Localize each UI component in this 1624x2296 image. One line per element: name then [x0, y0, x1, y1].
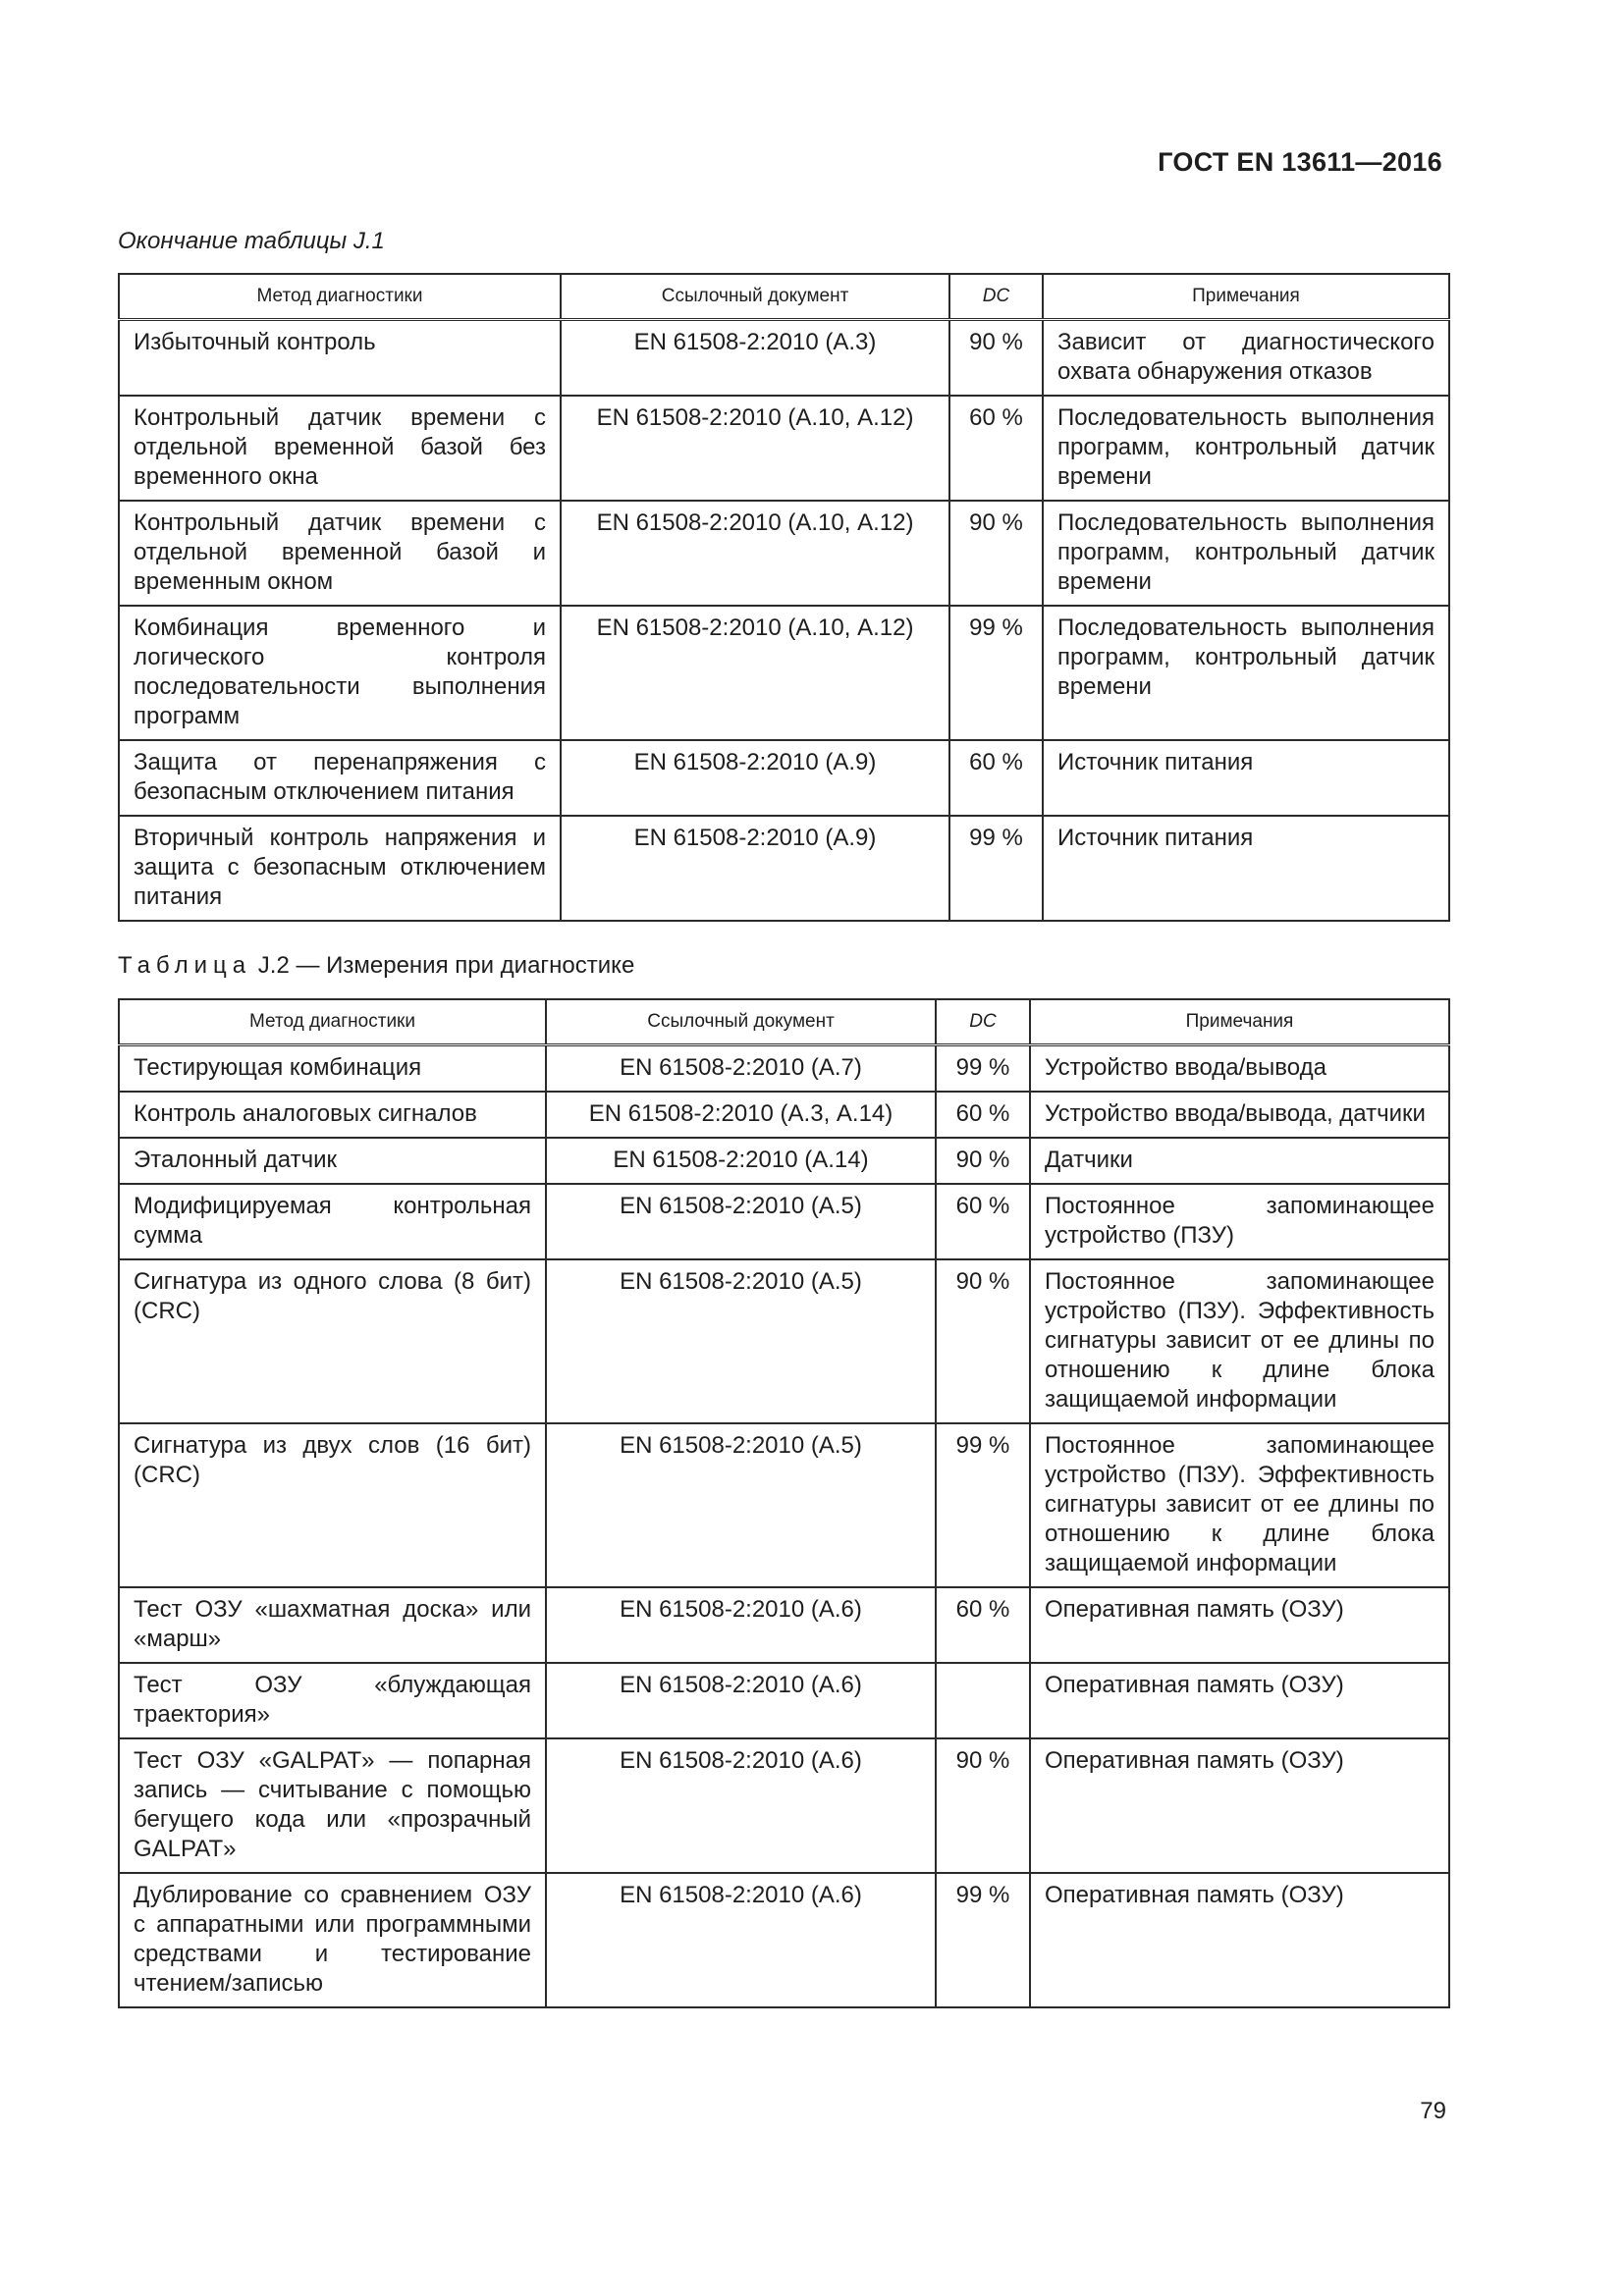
- table1: [118, 273, 1450, 922]
- method-cell: Контрольный датчик времени с отдельной временной базой без временного окна: [119, 396, 561, 501]
- dc-cell: [936, 1663, 1030, 1738]
- table-row: [119, 1045, 1449, 1093]
- method-cell: Тестирующая комбинация: [119, 1045, 546, 1093]
- method-cell: Сигнатура из двух слов (16 бит) (CRC): [119, 1423, 546, 1587]
- ref-cell: EN 61508-2:2010 (А.6): [546, 1663, 936, 1738]
- ref-cell: EN 61508-2:2010 (А.3): [561, 320, 949, 397]
- table2: [118, 998, 1450, 2008]
- table2-header-dc: DC: [936, 999, 1030, 1045]
- dc-cell: 90 %: [936, 1738, 1030, 1873]
- table2-caption-prefix: Таблица: [118, 952, 252, 979]
- notes-cell: Оперативная память (ОЗУ): [1030, 1738, 1449, 1873]
- table-row: [119, 501, 1449, 606]
- notes-cell: Постоянное запоминающее устройство (ПЗУ). Эффективность сигнатуры зависит от ее длины по отношению к длине блока защищаемой информации: [1030, 1423, 1449, 1587]
- table1-body: [119, 320, 1449, 922]
- ref-cell: EN 61508-2:2010 (А.10, А.12): [561, 396, 949, 501]
- dc-cell: 90 %: [936, 1259, 1030, 1423]
- ref-cell: EN 61508-2:2010 (А.9): [561, 740, 949, 816]
- document-id: ГОСТ EN 13611—2016: [1158, 147, 1442, 177]
- ref-cell: EN 61508-2:2010 (А.6): [546, 1587, 936, 1663]
- dc-cell: 60 %: [949, 740, 1043, 816]
- dc-cell: 60 %: [949, 396, 1043, 501]
- table-row: [119, 1259, 1449, 1423]
- page-number: 79: [1420, 2098, 1446, 2124]
- notes-cell: Оперативная память (ОЗУ): [1030, 1587, 1449, 1663]
- notes-cell: Датчики: [1030, 1138, 1449, 1184]
- notes-cell: Последовательность выполнения программ, контрольный датчик времени: [1043, 396, 1449, 501]
- table-row: [119, 1138, 1449, 1184]
- dc-cell: 60 %: [936, 1587, 1030, 1663]
- notes-cell: Оперативная память (ОЗУ): [1030, 1663, 1449, 1738]
- notes-cell: Последовательность выполнения программ, контрольный датчик времени: [1043, 501, 1449, 606]
- ref-cell: EN 61508-2:2010 (А.10, А.12): [561, 501, 949, 606]
- notes-cell: Устройство ввода/вывода, датчики: [1030, 1092, 1449, 1138]
- table-row: [119, 1738, 1449, 1873]
- table1-header-notes: Примечания: [1043, 274, 1449, 320]
- table2-caption-title: J.2 — Измерения при диагностике: [251, 952, 635, 979]
- ref-cell: EN 61508-2:2010 (А.9): [561, 816, 949, 921]
- table-row: [119, 1663, 1449, 1738]
- method-cell: Модифицируемая контрольная сумма: [119, 1184, 546, 1259]
- ref-cell: EN 61508-2:2010 (А.10, А.12): [561, 606, 949, 740]
- notes-cell: Оперативная память (ОЗУ): [1030, 1873, 1449, 2007]
- method-cell: Контроль аналоговых сигналов: [119, 1092, 546, 1138]
- dc-cell: 99 %: [936, 1045, 1030, 1093]
- ref-cell: EN 61508-2:2010 (А.5): [546, 1184, 936, 1259]
- notes-cell: Последовательность выполнения программ, контрольный датчик времени: [1043, 606, 1449, 740]
- notes-cell: Постоянное запоминающее устройство (ПЗУ): [1030, 1184, 1449, 1259]
- ref-cell: EN 61508-2:2010 (А.5): [546, 1259, 936, 1423]
- method-cell: Тест ОЗУ «GALPAT» — попарная запись — считывание с помощью бегущего кода или «прозрачный GALPAT»: [119, 1738, 546, 1873]
- table-row: [119, 396, 1449, 501]
- ref-cell: EN 61508-2:2010 (А.5): [546, 1423, 936, 1587]
- table2-header-ref: Ссылочный документ: [546, 999, 936, 1045]
- table2-caption: [118, 952, 634, 980]
- table-row: [119, 740, 1449, 816]
- table-row: [119, 1184, 1449, 1259]
- table1-header-dc: DC: [949, 274, 1043, 320]
- table2-header-notes: Примечания: [1030, 999, 1449, 1045]
- table-row: [119, 320, 1449, 397]
- table-row: [119, 1873, 1449, 2007]
- table1-header-ref: Ссылочный документ: [561, 274, 949, 320]
- dc-cell: 99 %: [949, 816, 1043, 921]
- method-cell: Контрольный датчик времени с отдельной временной базой и временным окном: [119, 501, 561, 606]
- ref-cell: EN 61508-2:2010 (А.3, А.14): [546, 1092, 936, 1138]
- notes-cell: Постоянное запоминающее устройство (ПЗУ). Эффективность сигнатуры зависит от ее длины по отношению к длине блока защищаемой информации: [1030, 1259, 1449, 1423]
- ref-cell: EN 61508-2:2010 (А.14): [546, 1138, 936, 1184]
- method-cell: Эталонный датчик: [119, 1138, 546, 1184]
- dc-cell: 99 %: [936, 1873, 1030, 2007]
- table2-header-method: Метод диагностики: [119, 999, 546, 1045]
- ref-cell: EN 61508-2:2010 (А.6): [546, 1873, 936, 2007]
- table-row: [119, 1423, 1449, 1587]
- method-cell: Защита от перенапряжения с безопасным отключением питания: [119, 740, 561, 816]
- notes-cell: Зависит от диагностического охвата обнаружения отказов: [1043, 320, 1449, 397]
- method-cell: Комбинация временного и логического контроля последовательности выполнения программ: [119, 606, 561, 740]
- table1-caption: Окончание таблицы J.1: [118, 228, 385, 254]
- table2-header-row: [119, 999, 1449, 1045]
- dc-cell: 60 %: [936, 1184, 1030, 1259]
- method-cell: Дублирование со сравнением ОЗУ с аппаратными или программными средствами и тестирование чтением/записью: [119, 1873, 546, 2007]
- table1-header-row: [119, 274, 1449, 320]
- dc-cell: 90 %: [949, 320, 1043, 397]
- ref-cell: EN 61508-2:2010 (А.6): [546, 1738, 936, 1873]
- dc-cell: 90 %: [949, 501, 1043, 606]
- method-cell: Тест ОЗУ «шахматная доска» или «марш»: [119, 1587, 546, 1663]
- ref-cell: EN 61508-2:2010 (А.7): [546, 1045, 936, 1093]
- method-cell: Тест ОЗУ «блуждающая траектория»: [119, 1663, 546, 1738]
- table2-body: [119, 1045, 1449, 2008]
- notes-cell: Источник питания: [1043, 740, 1449, 816]
- method-cell: Вторичный контроль напряжения и защита с безопасным отключением питания: [119, 816, 561, 921]
- table1-header-method: Метод диагностики: [119, 274, 561, 320]
- dc-cell: 90 %: [936, 1138, 1030, 1184]
- method-cell: Избыточный контроль: [119, 320, 561, 397]
- table-row: [119, 816, 1449, 921]
- dc-cell: 60 %: [936, 1092, 1030, 1138]
- table-row: [119, 606, 1449, 740]
- dc-cell: 99 %: [949, 606, 1043, 740]
- notes-cell: Источник питания: [1043, 816, 1449, 921]
- dc-cell: 99 %: [936, 1423, 1030, 1587]
- table-row: [119, 1587, 1449, 1663]
- method-cell: Сигнатура из одного слова (8 бит) (CRC): [119, 1259, 546, 1423]
- table-row: [119, 1092, 1449, 1138]
- notes-cell: Устройство ввода/вывода: [1030, 1045, 1449, 1093]
